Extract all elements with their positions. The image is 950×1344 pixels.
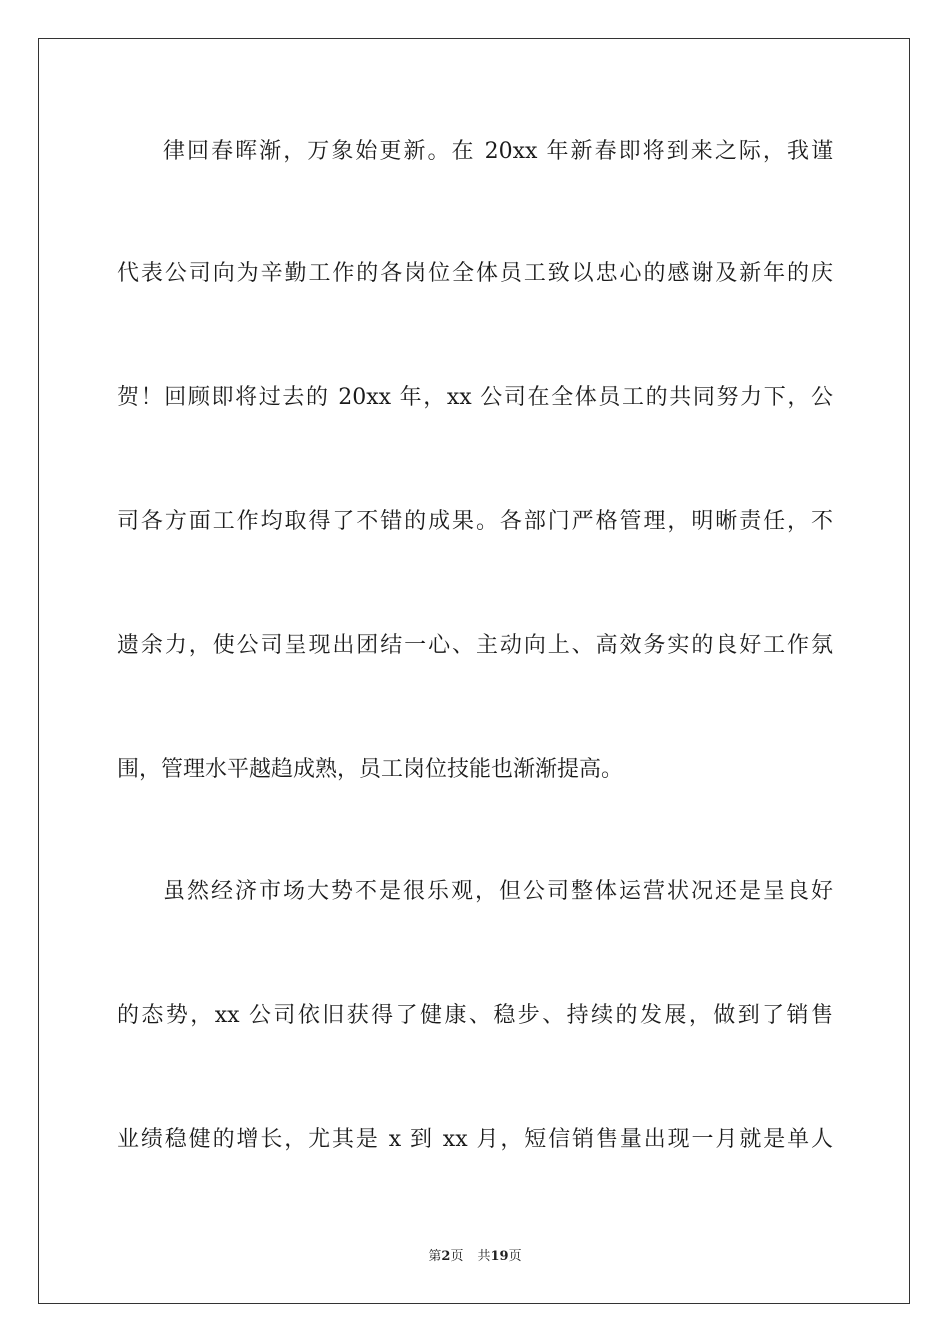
paragraph-1-line-5: 遗余力，使公司呈现出团结一心、主动向上、高效务实的良好工作氛 bbox=[117, 633, 833, 658]
paragraph-1-line-3: 贺！回顾即将过去的 20xx 年，xx 公司在全体员工的共同努力下，公 bbox=[117, 385, 833, 410]
paragraph-2-line-2: 的态势，xx 公司依旧获得了健康、稳步、持续的发展，做到了销售 bbox=[117, 1003, 833, 1028]
paragraph-1-line-2: 代表公司向为辛勤工作的各岗位全体员工致以忠心的感谢及新年的庆 bbox=[117, 261, 833, 286]
paragraph-2-line-1: 虽然经济市场大势不是很乐观，但公司整体运营状况还是呈良好 bbox=[163, 879, 833, 904]
paragraph-1-line-4: 司各方面工作均取得了不错的成果。各部门严格管理，明晰责任，不 bbox=[117, 509, 833, 534]
footer-total-unit: 页 bbox=[508, 1249, 522, 1264]
footer-page-current: 2 bbox=[441, 1249, 451, 1264]
paragraph-1-line-1: 律回春晖渐，万象始更新。在 20xx 年新春即将到来之际，我谨 bbox=[163, 139, 833, 164]
footer-page-total: 19 bbox=[490, 1249, 509, 1264]
page-border bbox=[38, 38, 910, 1304]
paragraph-2-line-3: 业绩稳健的增长，尤其是 x 到 xx 月，短信销售量出现一月就是单人 bbox=[117, 1127, 833, 1152]
footer-total-prefix: 共 bbox=[477, 1249, 491, 1264]
footer-page-prefix: 第 bbox=[428, 1249, 442, 1264]
page-footer bbox=[0, 1248, 950, 1266]
paragraph-1-line-6: 围，管理水平越趋成熟，员工岗位技能也渐渐提高。 bbox=[117, 757, 624, 782]
footer-page-unit: 页 bbox=[450, 1249, 464, 1264]
